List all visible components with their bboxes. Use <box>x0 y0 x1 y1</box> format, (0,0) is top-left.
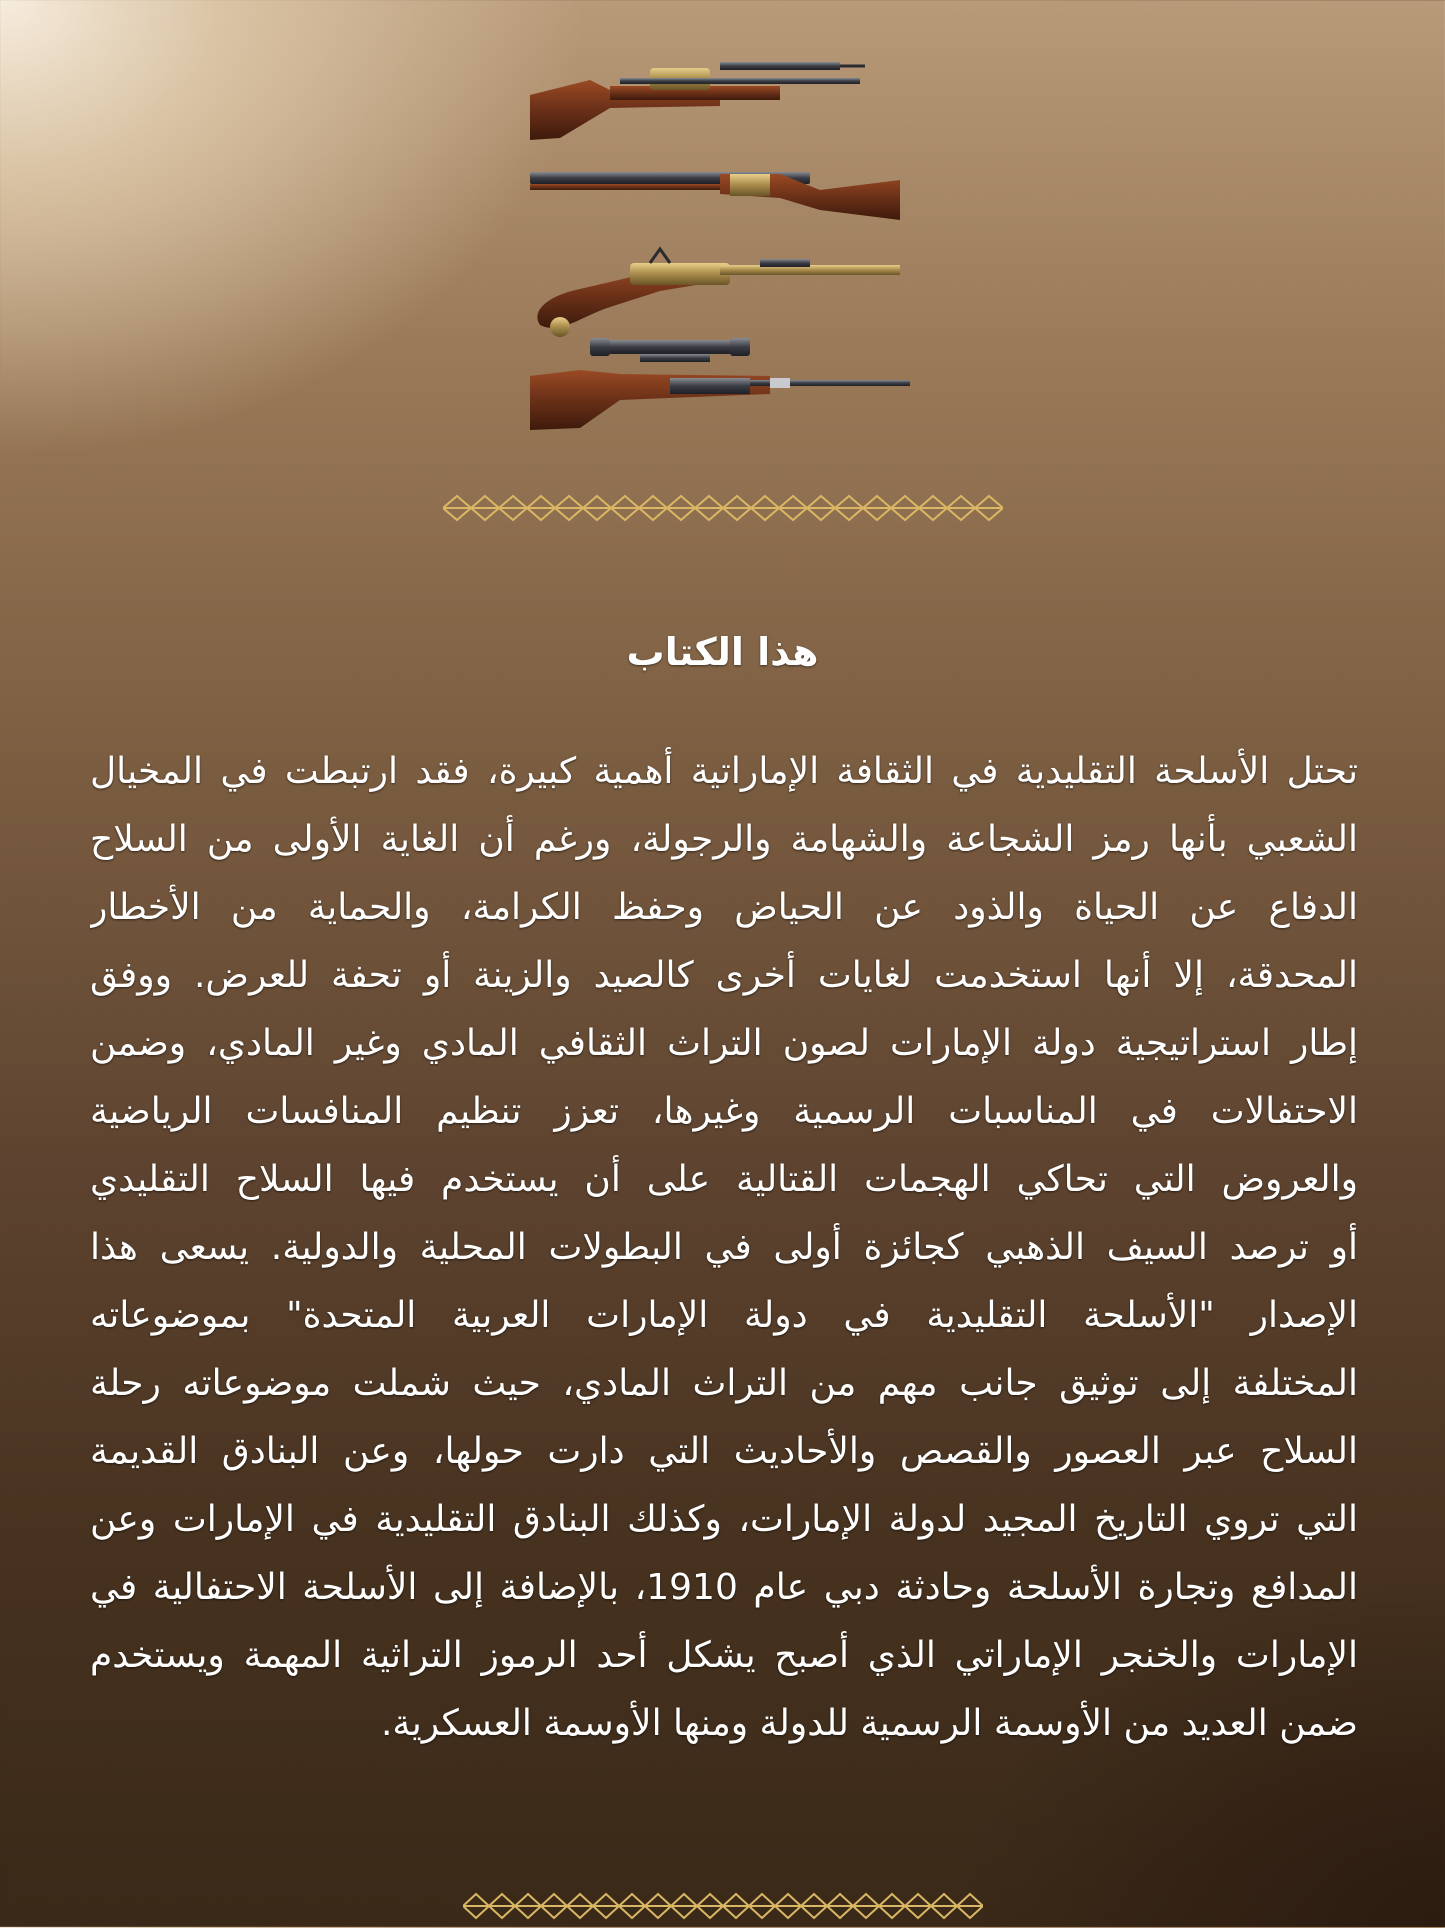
description-line: الإمارات والخنجر الإماراتي الذي أصبح يشكل أحد الرموز التراثية المهمة ويستخدم <box>90 1635 1358 1676</box>
scoped-rifle-icon <box>530 338 910 430</box>
weapons-illustration <box>520 40 940 440</box>
shotgun-icon <box>530 172 900 220</box>
gold-ornament-divider-bottom <box>0 1888 1445 1928</box>
description-line: السلاح عبر العصور والقصص والأحاديث التي دارت حولها، وعن البنادق القديمة <box>90 1431 1358 1472</box>
description-line: تحتل الأسلحة التقليدية في الثقافة الإماراتية أهمية كبيرة، فقد ارتبطت في المخيال <box>90 751 1358 792</box>
description-line: الاحتفالات في المناسبات الرسمية وغيرها، تعزز تنظيم المنافسات الرياضية <box>90 1091 1358 1132</box>
book-section-heading: هذا الكتاب <box>626 630 819 674</box>
description-line: أو ترصد السيف الذهبي كجائزة أولى في البطولات المحلية والدولية. يسعى هذا <box>90 1227 1358 1268</box>
description-line: الشعبي بأنها رمز الشجاعة والشهامة والرجولة، ورغم أن الغاية الأولى من السلاح <box>90 819 1358 860</box>
description-line: التي تروي التاريخ المجيد لدولة الإمارات، وكذلك البنادق التقليدية في الإمارات وعن <box>90 1499 1358 1540</box>
gold-ornament-divider-top <box>0 490 1445 530</box>
book-description <box>90 738 1358 1758</box>
flintlock-pistol-icon <box>537 249 900 337</box>
description-line: ضمن العديد من الأوسمة الرسمية للدولة ومنها الأوسمة العسكرية. <box>380 1703 1358 1744</box>
description-line: إطار استراتيجية دولة الإمارات لصون التراث الثقافي المادي وغير المادي، وضمن <box>90 1023 1358 1064</box>
musket-icon <box>530 62 865 140</box>
description-line: المدافع وتجارة الأسلحة وحادثة دبي عام 1910، بالإضافة إلى الأسلحة الاحتفالية في <box>90 1567 1358 1608</box>
decorative-swirl-icon <box>770 545 810 585</box>
description-line: الإصدار "الأسلحة التقليدية في دولة الإمارات العربية المتحدة" بموضوعاته <box>90 1295 1358 1336</box>
description-line: المختلفة إلى توثيق جانب مهم من التراث المادي، حيث شملت موضوعاته رحلة <box>90 1363 1358 1404</box>
description-line: المحدقة، إلا أنها استخدمت لغايات أخرى كالصيد والزينة أو تحفة للعرض. ووفق <box>90 955 1358 996</box>
description-line: والعروض التي تحاكي الهجمات القتالية على أن يستخدم فيها السلاح التقليدي <box>90 1159 1358 1200</box>
description-line: الدفاع عن الحياة والذود عن الحياض وحفظ الكرامة، والحماية من الأخطار <box>90 887 1358 928</box>
